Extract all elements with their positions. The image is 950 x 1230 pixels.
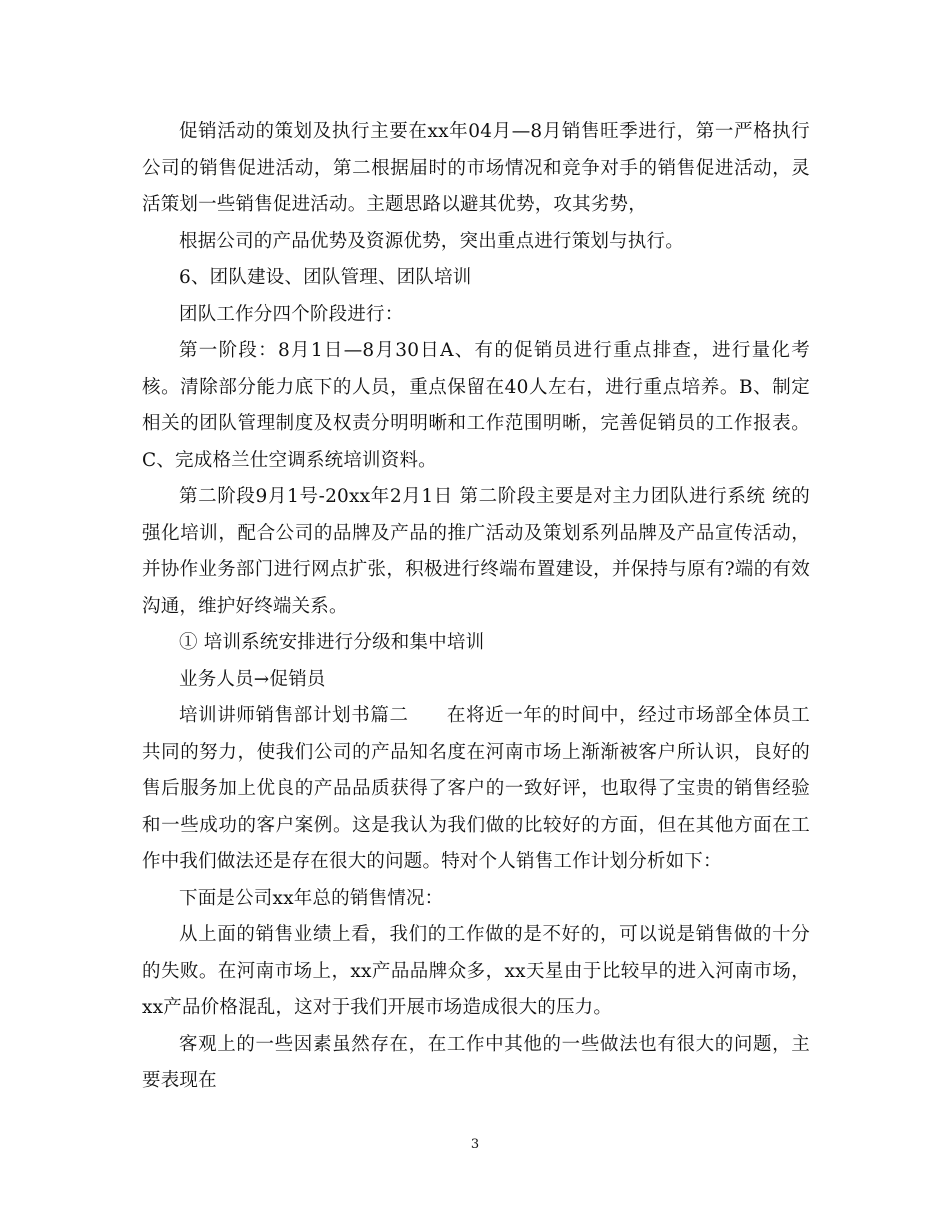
page-number: 3 [470,1137,480,1152]
paragraph-sales-analysis: 从上面的销售业绩上看，我们的工作做的是不好的，可以说是销售做的十分的失败。在河南市场上，xx产品品牌众多，xx天星由于比较早的进入河南市场，xx产品价格混乱，这对于我们开展市场造成很大的压力。 [142,924,810,1018]
paragraph-sales-overview: 下面是公司xx年总的销售情况： [179,887,444,909]
paragraph-stage-two: 第二阶段9月1号-20xx年2月1日 第二阶段主要是对主力团队进行系统 统的强化培训，配合公司的品牌及产品的推广活动及策划系列品牌及产品宣传活动，并协作业务部门进行网点扩张，积极进行终端布置建设，并保持与原有?端的有效沟通，维护好终端关系。 [142,486,810,617]
paragraph-resource-advantage: 根据公司的产品优势及资源优势，突出重点进行策划与执行。 [179,230,684,252]
paragraph-training-flow: 业务人员→促销员 [179,668,326,690]
paragraph-training-system: ① 培训系统安排进行分级和集中培训 [179,632,485,653]
paragraph-promotion-plan: 促销活动的策划及执行主要在xx年04月—8月销售旺季进行，第一严格执行公司的销售促进活动，第二根据届时的市场情况和竞争对手的销售促进活动，灵活策划一些销售促进活动。主题思路以避其优势，攻其劣势， [142,121,810,215]
paragraph-plan-part-two: 培训讲师销售部计划书篇二 在将近一年的时间中，经过市场部全体员工共同的努力，使我们公司的产品知名度在河南市场上渐渐被客户所认识，良好的售后服务加上优良的产品品质获得了客户的一致好评，也取得了宝贵的销售经验和一些成功的客户案例。这是我认为我们做的比较好的方面，但在其他方面在工作中我们做法还是存在很大的问题。特对个人销售工作计划分析如下： [142,705,810,872]
paragraph-objective-factors: 客观上的一些因素虽然存在，在工作中其他的一些做法也有很大的问题，主要表现在 [142,1033,810,1091]
paragraph-stage-one: 第一阶段：8月1日—8月30日A、有的促销员进行重点排查，进行量化考核。清除部分能力底下的人员，重点保留在40人左右，进行重点培养。B、制定相关的团队管理制度及权责分明明晰和工作范围明晰，完善促销员的工作报表。C、完成格兰仕空调系统培训资料。 [142,340,810,471]
document-body [142,114,810,1100]
section-heading-team: 6、团队建设、团队管理、团队培训 [179,267,472,288]
paragraph-four-stages: 团队工作分四个阶段进行： [179,303,404,325]
